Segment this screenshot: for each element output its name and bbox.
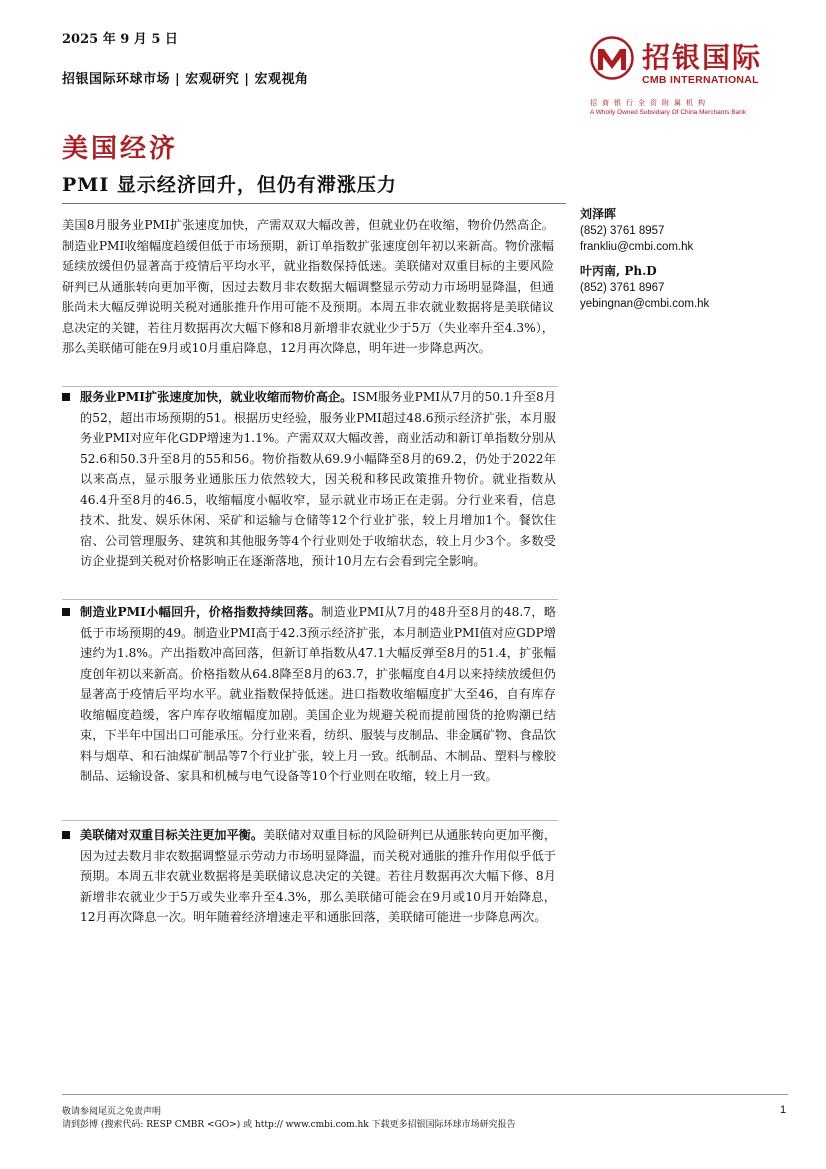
bullet-body: 美联储对双重目标的风险研判已从通胀转向更加平衡，因为过去数月非农数据调整显示劳动力市场明显降温，而关税对通胀的推升作用似乎低于预期。本周五非农就业数据将是美联储议息决定的关键。若往月数据再次大幅下修、8月新增非农就业少于5万或失业率升至4.3%，那么美联储可能会在9月或10月开始降息，12月再次降息一次。明年随着经济增速走平和通胀回落，美联储可能进一步降息两次。 xyxy=(80,828,557,924)
bullet-text xyxy=(80,825,556,928)
author-phone: (852) 3761 8967 xyxy=(580,281,665,294)
bullet-text xyxy=(80,387,556,572)
bullet-square-icon xyxy=(62,831,70,839)
logo-subtitle-en: A Wholly Owned Subsidiary Of China Merchants Bank xyxy=(590,109,747,116)
bullet-square-icon xyxy=(62,608,70,616)
logo-name-cn: 招银国际 xyxy=(642,41,763,74)
author-name: 刘泽晖 xyxy=(580,207,617,221)
bullet-divider xyxy=(62,820,558,821)
logo-name-en: CMB INTERNATIONAL xyxy=(642,74,759,86)
author-name: 叶丙南, Ph.D xyxy=(580,264,657,278)
title-divider xyxy=(62,203,566,204)
cmbi-emblem-icon xyxy=(590,36,634,80)
footer-divider xyxy=(62,1094,788,1095)
page-number: 1 xyxy=(780,1104,787,1116)
bullet-lead: 服务业PMI扩张速度加快，就业收缩而物价高企。 xyxy=(80,390,353,404)
report-date: 2025 年 9 月 5 日 xyxy=(62,32,178,47)
bullet-fed-policy xyxy=(62,825,556,928)
author-email[interactable]: yebingnan@cmbi.com.hk xyxy=(580,298,710,310)
bullet-lead: 美联储对双重目标关注更加平衡。 xyxy=(80,828,264,842)
footer-download-note[interactable]: 请到彭博 (搜索代码: RESP CMBR <GO>) 或 http:// www.cmbi.com.hk 下载更多招银国际环球市场研究报告 xyxy=(62,1120,516,1130)
author-email[interactable]: frankliu@cmbi.com.hk xyxy=(580,241,694,253)
cmbi-logo xyxy=(590,36,790,132)
bullet-body: ISM服务业PMI从7月的50.1升至8月的52，超出市场预期的51。根据历史经验，服务业PMI超过48.6预示经济扩张，本月服务业PMI对应年化GDP增速为1.1%。产需双双大幅改善，商业活动和新订单指数分别从52.6和50.3升至8月的55和56。物价指数从69.9小幅降至8月的69.2，仍处于2022年以来高点，显示服务业通胀压力依然较大，因关税和移民政策推升物价。就业指数从46.4升至8月的46.5，收缩幅度小幅收窄，显示就业市场正在走弱。分行业来看，信息技术、批发、娱乐休闲、采矿和运输与仓储等12个行业扩张，较上月增加1个。餐饮住宿、公司管理服务、建筑和其他服务等4个行业则处于收缩状态，较上月少3个。多数受访企业提到关税对价格影响正在逐渐落地，预计10月左右会看到完全影响。 xyxy=(80,390,557,568)
author-card xyxy=(580,206,693,256)
bullet-square-icon xyxy=(62,393,70,401)
breadcrumb: 招银国际环球市场 | 宏观研究 | 宏观视角 xyxy=(62,72,309,87)
logo-subtitle-cn: 招商银行全资附属机构 xyxy=(590,99,710,107)
bullet-services-pmi xyxy=(62,387,556,572)
section-title: 美国经济 xyxy=(62,134,179,164)
bullet-lead: 制造业PMI小幅回升，价格指数持续回落。 xyxy=(80,605,322,619)
bullet-divider xyxy=(62,599,558,600)
summary-paragraph: 美国8月服务业PMI扩张速度加快，产需双双大幅改善，但就业仍在收缩，物价仍然高企。制造业PMI收缩幅度趋缓但低于市场预期，新订单指数扩张速度创年初以来新高。物价涨幅延续放缓但仍显著高于疫情后平均水平，就业指数保持低迷。美联储对双重目标的主要风险研判已从通胀转向更加平衡，因过去数月非农数据大幅调整显示劳动力市场明显降温，但通胀尚未大幅反弹说明关税对通胀推升作用可能不及预期。本周五非农就业数据将是美联储议息决定的关键，若往月数据再次大幅下修和8月新增非农就业少于5万（失业率升至4.3%），那么美联储可能在9月或10月重启降息，12月再次降息，明年进一步降息两次。 xyxy=(62,218,554,355)
bullet-text xyxy=(80,602,556,787)
bullet-body: 制造业PMI从7月的48升至8月的48.7，略低于市场预期的49。制造业PMI高于42.3预示经济扩张，本月制造业PMI值对应GDP增速约为1.8%。产出指数冲高回落，但新订单指数从47.1大幅反弹至8月的51.4，扩张幅度创年初以来新高。价格指数从64.8降至8月的63.7，扩张幅度自4月以来持续放缓但仍显著高于疫情后平均水平。就业指数保持低迷。进口指数收缩幅度扩大至46，自有库存收缩幅度趋缓，客户库存收缩幅度加剧。美国企业为规避关税而提前囤货的抢购潮已结束，下半年中国出口可能承压。分行业来看，纺织、服装与皮制品、非金属矿物、食品饮料与烟草、和石油煤矿制品等7个行业扩张，较上月一致。纸制品、木制品、塑料与橡胶制品、运输设备、家具和机械与电气设备等10个行业则在收缩，较上月一致。 xyxy=(80,605,557,783)
bullet-manufacturing-pmi xyxy=(62,602,556,787)
author-card xyxy=(580,263,709,313)
report-title: PMI 显示经济回升，但仍有滞涨压力 xyxy=(62,174,397,196)
footer-disclaimer[interactable]: 敬请参阅尾页之免责声明 xyxy=(62,1107,162,1117)
author-phone: (852) 3761 8957 xyxy=(580,224,665,237)
